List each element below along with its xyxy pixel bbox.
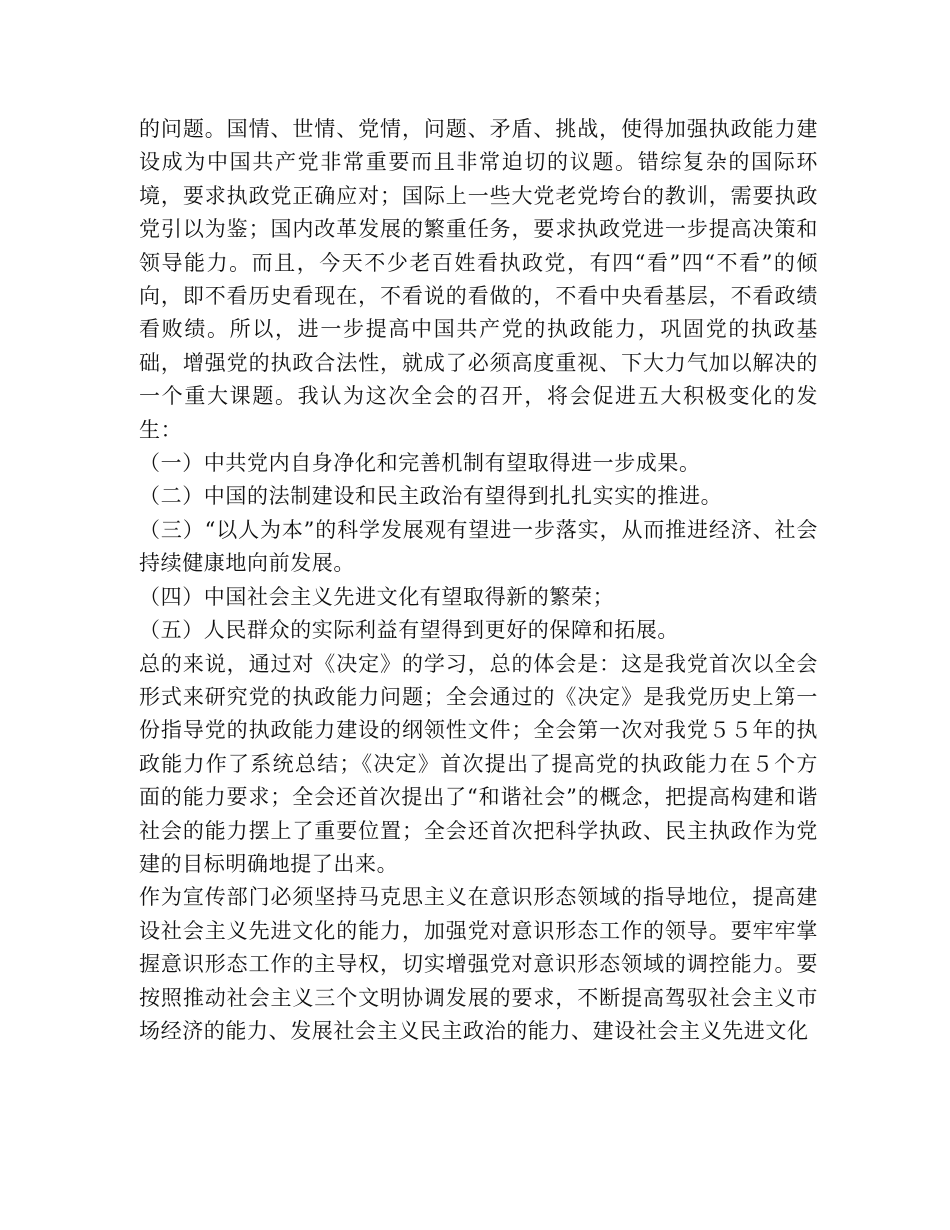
list-item-2: （二）中国的法制建设和民主政治有望得到扎扎实实的推进。 [139,484,723,509]
list-item-4: （四）中国社会主义先进文化有望取得新的繁荣； [139,584,615,609]
paragraph-intro: 的问题。国情、世情、党情，问题、矛盾、挑战，使得加强执政能力建设成为中国共产党非常重要而且非常迫切的议题。错综复杂的国际环境，要求执政党正确应对；国际上一些大党老党垮台的教训，需要执政党引以为鉴；国内改革发展的繁重任务，要求执政党进一步提高决策和领导能力。而且，今天不少老百姓看执政党，有四“看”四“不看”的倾向，即不看历史看现在，不看说的看做的，不看中央看基层，不看政绩看败绩。所以，进一步提高中国共产党的执政能力，巩固党的执政基础，增强党的执政合法性，就成了必须高度重视、下大力气加以解决的一个重大课题。我认为这次全会的召开，将会促进五大积极变化的发生： [139,117,818,442]
list-item-5: （五）人民群众的实际利益有望得到更好的保障和拓展。 [139,618,679,643]
list-item-3: （三）“以人为本”的科学发展观有望进一步落实，从而推进经济、社会持续健康地向前发展。 [139,517,818,576]
paragraph-propaganda: 作为宣传部门必须坚持马克思主义在意识形态领域的指导地位，提高建设社会主义先进文化的能力，加强党对意识形态工作的领导。要牢牢掌握意识形态工作的主导权，切实增强党对意识形态领域的调控能力。要按照推动社会主义三个文明协调发展的要求，不断提高驾驭社会主义市场经济的能力、发展社会主义民主政治的能力、建设社会主义先进文化 [139,885,818,1043]
paragraph-summary: 总的来说，通过对《决定》的学习，总的体会是：这是我党首次以全会形式来研究党的执政能力问题；全会通过的《决定》是我党历史上第一份指导党的执政能力建设的纲领性文件；全会第一次对我党５５年的执政能力作了系统总结；《决定》首次提出了提高党的执政能力在５个方面的能力要求；全会还首次提出了“和谐社会”的概念，把提高构建和谐社会的能力摆上了重要位置；全会还首次把科学执政、民主执政作为党建的目标明确地提了出来。 [139,651,818,876]
list-item-1: （一）中共党内自身净化和完善机制有望取得进一步成果。 [139,451,701,476]
document-body [139,113,818,1048]
